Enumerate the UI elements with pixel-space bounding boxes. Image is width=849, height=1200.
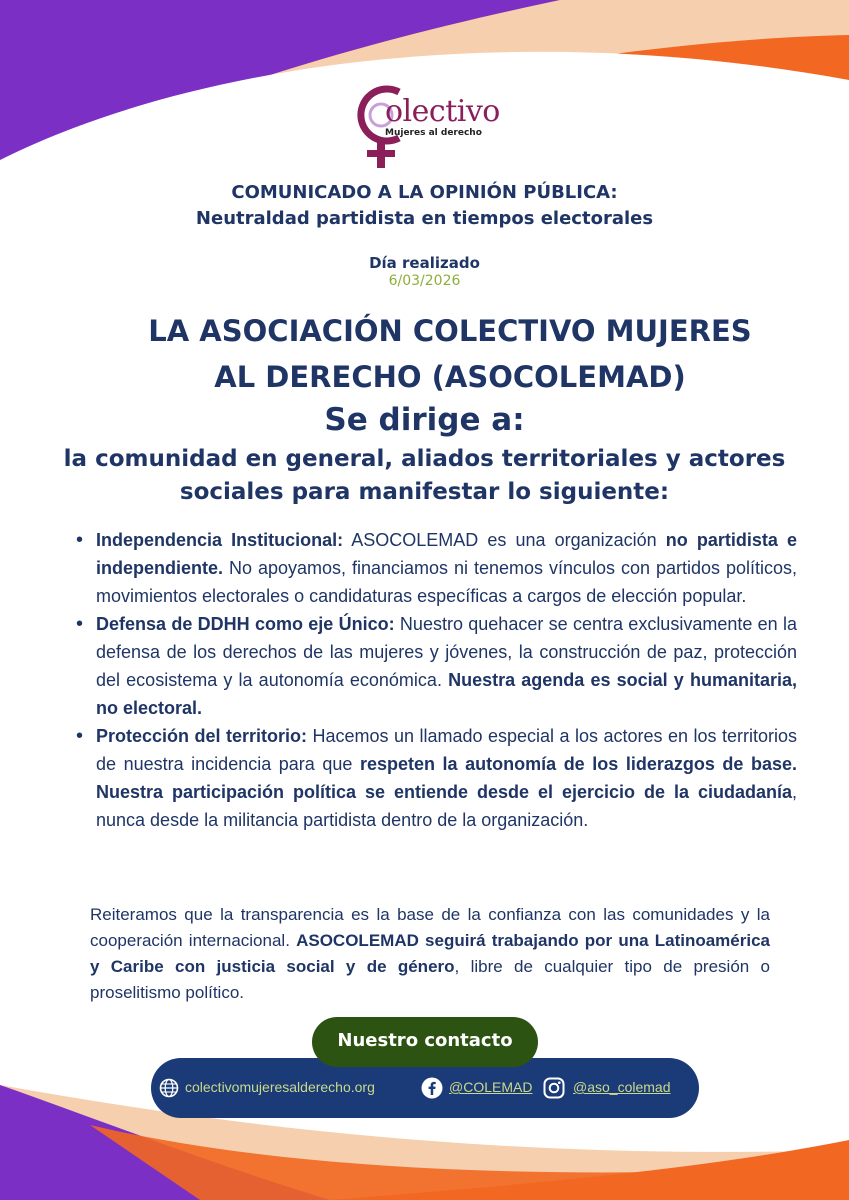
closing-emphasis: ASOCOLEMAD seguirá trabajando por una Latinoamérica y Caribe con justicia social y de género — [90, 931, 770, 976]
point-heading: Defensa de DDHH como eje Único: — [96, 614, 395, 634]
contact-bar — [151, 1058, 699, 1118]
association-title-line2: AL DERECHO (ASOCOLEMAD) — [214, 360, 686, 394]
closing-paragraph — [90, 902, 770, 1006]
contact-button[interactable]: Nuestro contacto — [312, 1017, 538, 1067]
point-text: ASOCOLEMAD es una organización — [343, 530, 666, 550]
statement-list — [96, 526, 797, 834]
globe-icon — [159, 1078, 179, 1098]
point-heading: Independencia Institucional: — [96, 530, 344, 550]
instagram-icon — [543, 1077, 565, 1099]
point-heading: Protección del territorio: — [96, 726, 307, 746]
communique-heading: COMUNICADO A LA OPINIÓN PÚBLICA: — [231, 182, 618, 203]
point-emphasis: no partidista e independiente. — [96, 530, 797, 578]
logo-wordmark: olectivo — [385, 94, 500, 129]
date-value: 6/03/2026 — [388, 273, 461, 289]
colectivo-logo — [355, 80, 505, 172]
point-text: No apoyamos, financiamos ni tenemos vínculos con partidos políticos, movimientos electorales o candidaturas específicas a cargos de elección popular. — [96, 558, 797, 606]
communique-subheading: Neutraldad partidista en tiempos electorales — [195, 208, 654, 229]
point-emphasis: Nuestra agenda es social y humanitaria, no electoral. — [96, 670, 797, 718]
association-title-line1: LA ASOCIACIÓN COLECTIVO MUJERES — [148, 314, 752, 348]
addressed-to-heading: Se dirige a: — [324, 402, 525, 438]
instagram-link[interactable]: @aso_colemad — [573, 1079, 671, 1095]
list-item — [96, 722, 797, 834]
point-text: , nunca desde la militancia partidista dentro de la organización. — [96, 782, 797, 830]
closing-text: , libre de cualquier tipo de presión o proselitismo político. — [90, 957, 770, 1002]
point-text: Nuestro quehacer se centra exclusivamente en la defensa de los derechos de las mujeres y jóvenes, la construcción de paz, protección del ecosistema y la autonomía económica. — [96, 614, 798, 690]
list-item — [96, 526, 797, 610]
website-link[interactable]: colectivomujeresalderecho.org — [185, 1079, 375, 1095]
facebook-icon — [421, 1077, 443, 1099]
audience-line1: la comunidad en general, aliados territoriales y actores — [63, 446, 786, 472]
closing-text: Reiteramos que la transparencia es la base de la confianza con las comunidades y la cooperación internacional. — [90, 905, 770, 950]
facebook-link[interactable]: @COLEMAD — [449, 1079, 533, 1095]
list-item — [96, 610, 797, 722]
point-text: Hacemos un llamado especial a los actores en los territorios de nuestra incidencia para que — [96, 726, 797, 774]
point-emphasis: respeten la autonomía de los liderazgos de base. Nuestra participación política se entiende desde el ejercicio de la ciudadanía — [96, 754, 797, 802]
date-label: Día realizado — [369, 254, 480, 272]
logo-tagline: Mujeres al derecho — [385, 128, 482, 138]
audience-line2: sociales para manifestar lo siguiente: — [179, 479, 670, 505]
